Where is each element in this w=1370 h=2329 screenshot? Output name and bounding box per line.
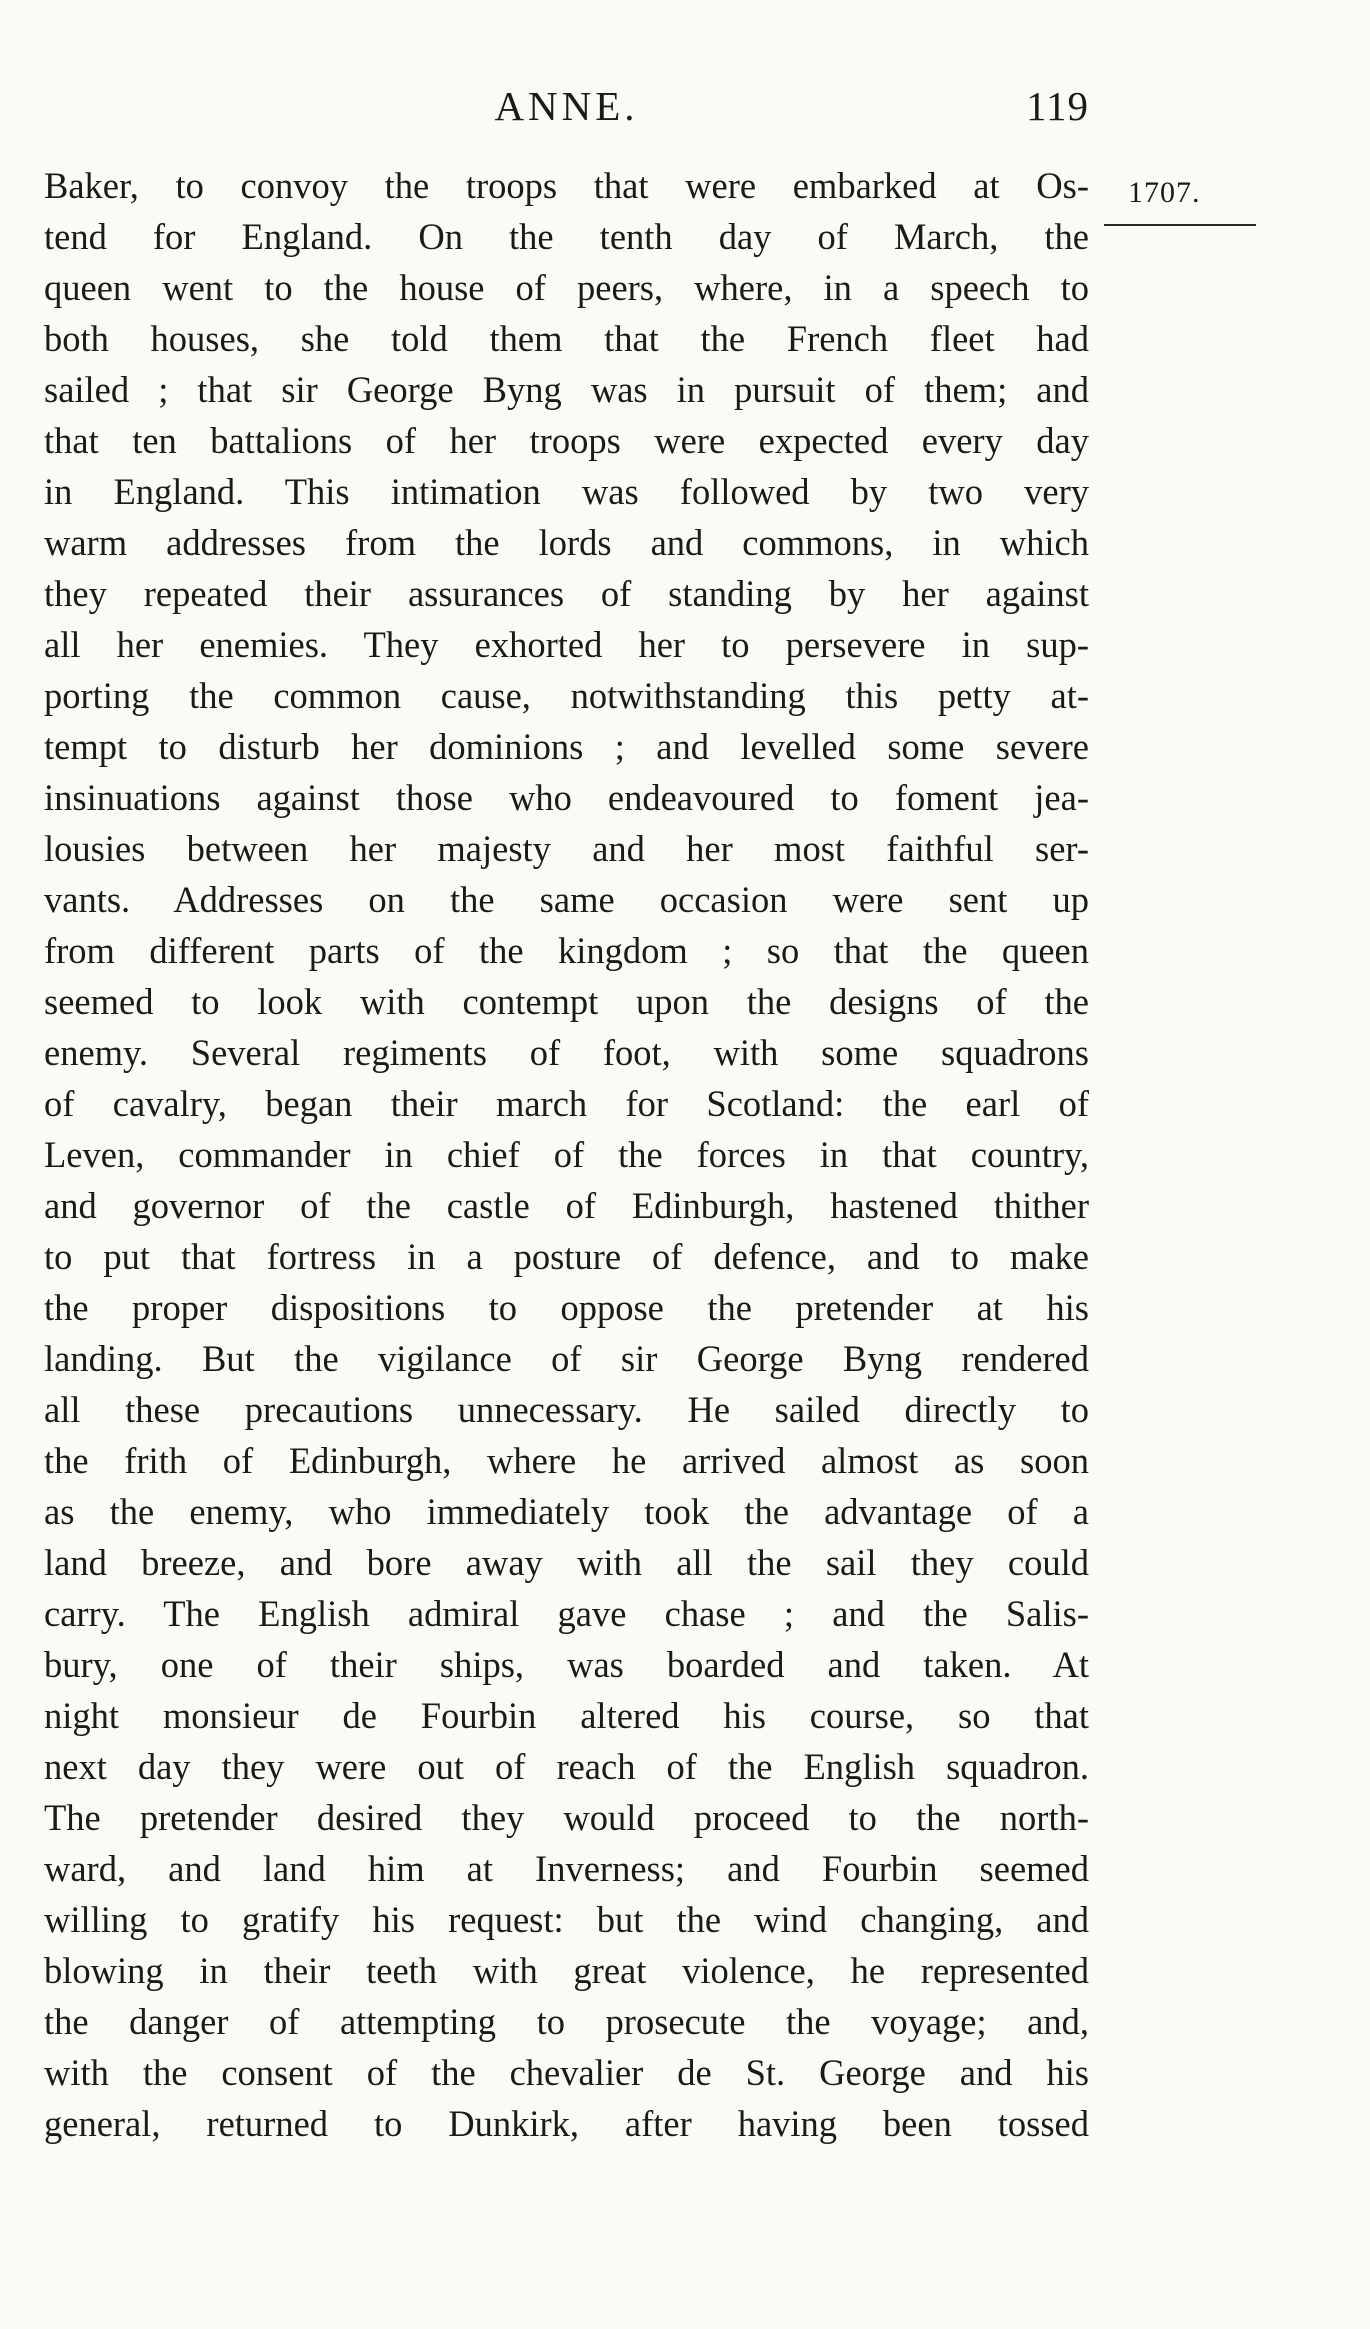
text-line: with the consent of the chevalier de St. George and his (44, 2052, 1089, 2093)
text-line: as the enemy, who immediately took the advantage of a (44, 1491, 1089, 1532)
text-line: and governor of the castle of Edinburgh, hastened thither (44, 1185, 1089, 1226)
text-line: porting the common cause, notwithstanding this petty at- (44, 675, 1089, 716)
text-line: warm addresses from the lords and commons, in which (44, 522, 1089, 563)
text-line: bury, one of their ships, was boarded and taken. At (44, 1644, 1089, 1685)
text-line: that ten battalions of her troops were expected every day (44, 420, 1089, 461)
running-head (44, 82, 1089, 142)
text-line: all these precautions unnecessary. He sailed directly to (44, 1389, 1089, 1430)
text-line: insinuations against those who endeavoured to foment jea- (44, 777, 1089, 818)
text-line: seemed to look with contempt upon the designs of the (44, 981, 1089, 1022)
text-line: land breeze, and bore away with all the sail they could (44, 1542, 1089, 1583)
text-line: next day they were out of reach of the English squadron. (44, 1746, 1089, 1787)
text-line: sailed ; that sir George Byng was in pursuit of them; and (44, 369, 1089, 410)
text-line: tempt to disturb her dominions ; and levelled some severe (44, 726, 1089, 767)
text-line: lousies between her majesty and her most faithful ser- (44, 828, 1089, 869)
text-line: willing to gratify his request: but the wind changing, and (44, 1899, 1089, 1940)
text-line: both houses, she told them that the French fleet had (44, 318, 1089, 359)
text-line: all her enemies. They exhorted her to persevere in sup- (44, 624, 1089, 665)
text-line: they repeated their assurances of standing by her against (44, 573, 1089, 614)
text-line: landing. But the vigilance of sir George Byng rendered (44, 1338, 1089, 1379)
text-line: enemy. Several regiments of foot, with some squadrons (44, 1032, 1089, 1073)
margin-year-note: 1707. (1128, 176, 1201, 209)
text-line: general, returned to Dunkirk, after having been tossed (44, 2103, 1089, 2144)
text-line: tend for England. On the tenth day of March, the (44, 216, 1089, 257)
text-line: Baker, to convoy the troops that were embarked at Os- (44, 165, 1089, 206)
text-line: blowing in their teeth with great violence, he represented (44, 1950, 1089, 1991)
text-line: to put that fortress in a posture of defence, and to make (44, 1236, 1089, 1277)
body-text (44, 160, 1089, 2149)
text-line: The pretender desired they would proceed to the north- (44, 1797, 1089, 1838)
text-line: vants. Addresses on the same occasion were sent up (44, 879, 1089, 920)
page-number: 119 (1026, 83, 1089, 129)
text-line: Leven, commander in chief of the forces in that country, (44, 1134, 1089, 1175)
text-line: from different parts of the kingdom ; so that the queen (44, 930, 1089, 971)
text-line: the frith of Edinburgh, where he arrived almost as soon (44, 1440, 1089, 1481)
running-title: ANNE. (494, 83, 639, 129)
margin-rule (1104, 224, 1256, 226)
text-line: queen went to the house of peers, where, in a speech to (44, 267, 1089, 308)
text-line: of cavalry, began their march for Scotland: the earl of (44, 1083, 1089, 1124)
text-line: night monsieur de Fourbin altered his course, so that (44, 1695, 1089, 1736)
text-line: the danger of attempting to prosecute the voyage; and, (44, 2001, 1089, 2042)
text-line: carry. The English admiral gave chase ; and the Salis- (44, 1593, 1089, 1634)
text-line: ward, and land him at Inverness; and Fourbin seemed (44, 1848, 1089, 1889)
text-line: the proper dispositions to oppose the pretender at his (44, 1287, 1089, 1328)
text-line: in England. This intimation was followed by two very (44, 471, 1089, 512)
